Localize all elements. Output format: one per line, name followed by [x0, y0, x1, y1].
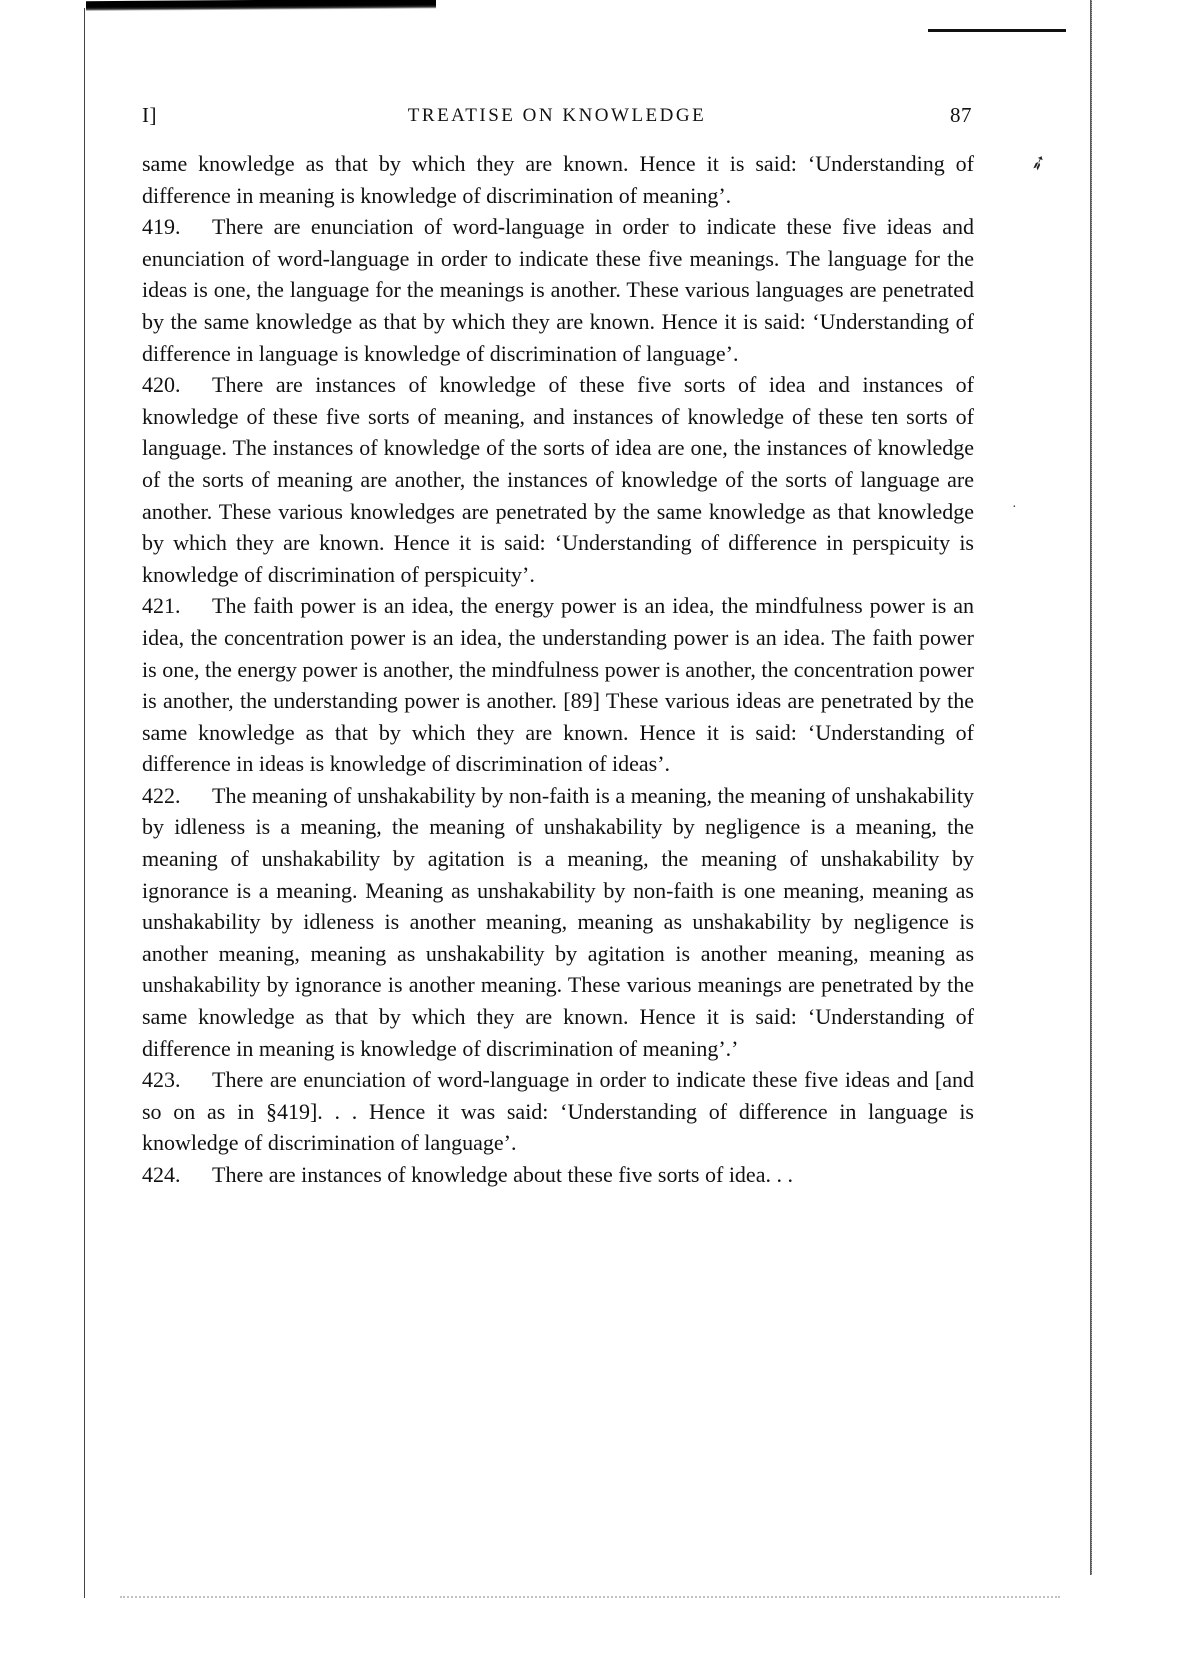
paragraph-text: There are enunciation of word-language in order to indicate these five ideas and enunciation of word-language in order to indicate these five meanings. The language for the ideas is one, the language for the meanings is another. These various languages are penetrated by the same knowledge as that by which they are known. Hence it is said: ‘Understanding of difference in language is knowledge of discrimination of language’.: [142, 214, 974, 366]
scan-rule-mark: [928, 29, 1066, 32]
paragraph-422: [142, 780, 974, 1064]
paragraph-text: There are instances of knowledge of these five sorts of idea and instances of knowledge of these five sorts of meaning, and instances of knowledge of these ten sorts of language. The instances of knowledge of the sorts of idea are one, the instances of knowledge of the sorts of meaning are another, the instances of knowledge of the sorts of language are another. These various knowledges are penetrated by the same knowledge as that knowledge by which they are known. Hence it is said: ‘Understanding of difference in perspicuity is knowledge of discrimination of perspicuity’.: [142, 372, 974, 587]
page-right-edge: [1090, 0, 1092, 1575]
paragraph-421: [142, 590, 974, 780]
margin-dot-icon: ·: [1012, 500, 1017, 515]
margin-mark-icon: ➶: [1026, 149, 1051, 177]
paragraph-423: [142, 1064, 974, 1159]
paragraph-number: 422.: [142, 782, 181, 808]
chapter-marker: I]: [142, 103, 157, 127]
paragraph-number: 420.: [142, 372, 181, 398]
paragraph-424: [142, 1159, 974, 1191]
scan-edge-shadow: [86, 0, 436, 11]
paragraph-number: 423.: [142, 1067, 181, 1093]
page-left-edge: [84, 8, 85, 1598]
page-body: [142, 148, 974, 1191]
scan-bottom-noise: [120, 1596, 1060, 1600]
paragraph-number: 424.: [142, 1162, 181, 1187]
book-title: TREATISE ON KNOWLEDGE: [407, 105, 707, 126]
paragraph-419: [142, 211, 974, 369]
paragraph-text: The faith power is an idea, the energy power is an idea, the mindfulness power is an idea, the concentration power is an idea, the understanding power is an idea. The faith power is one, the energy power is another, the mindfulness power is another, the concentration power is another, the understanding power is another. [89] These various ideas are penetrated by the same knowledge as that by which they are known. Hence it is said: ‘Understanding of difference in ideas is knowledge of discrimination of ideas’.: [142, 593, 974, 777]
paragraph-text: The meaning of unshakability by non-faith is a meaning, the meaning of unshakability by idleness is a meaning, the meaning of unshakability by negligence is a meaning, the meaning of unshakability by agitation is a meaning, the meaning of unshakability by ignorance is a meaning. Meaning as unshakability by non-faith is one meaning, meaning as unshakability by idleness is another meaning, meaning as unshakability by negligence is another meaning, meaning as unshakability by agitation is another meaning, meaning as unshakability by ignorance is another meaning. These various meanings are penetrated by the same knowledge as that by which they are known. Hence it is said: ‘Understanding of difference in meaning is knowledge of discrimination of meaning’.’: [142, 782, 974, 1061]
paragraph-text: There are enunciation of word-language in order to indicate these five ideas and [and so on as in §419]. . . Hence it was said: ‘Understanding of difference in language is knowledge of discrimination of language’.: [142, 1067, 974, 1156]
paragraph-continuation: [142, 148, 974, 211]
running-head: [142, 103, 972, 133]
paragraph-text: There are instances of knowledge about these five sorts of idea. . .: [212, 1162, 793, 1187]
paragraph-number: 419.: [142, 214, 181, 240]
paragraph-number: 421.: [142, 593, 181, 619]
paragraph-420: [142, 369, 974, 590]
paragraph-text: same knowledge as that by which they are known. Hence it is said: ‘Understanding of difference in meaning is knowledge of discrimination of meaning’.: [142, 151, 974, 208]
page-number: 87: [950, 103, 972, 127]
